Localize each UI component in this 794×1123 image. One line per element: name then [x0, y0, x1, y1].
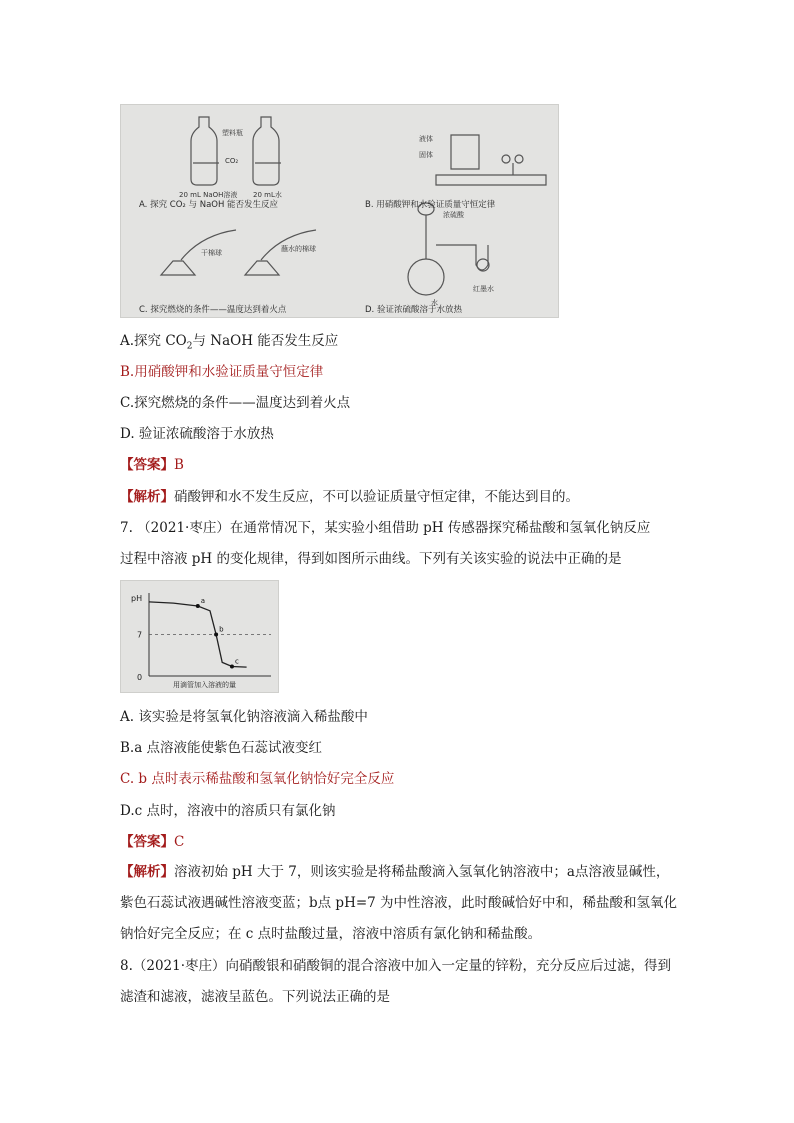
label-dry-cotton: 干棉球 — [201, 249, 222, 257]
burner-right-icon — [245, 261, 279, 275]
point-label-a: a — [200, 597, 206, 606]
q7-stem-line1: 7. （2021·枣庄）在通常情况下，某实验小组借助 pH 传感器探究稀盐酸和氢氧化钠反应 — [120, 520, 651, 536]
label-co2: CO₂ — [225, 157, 239, 165]
label-red-ink: 红墨水 — [473, 285, 494, 293]
caption-c: C. 探究燃烧的条件——温度达到着火点 — [139, 305, 287, 315]
bottle-right-icon — [253, 117, 279, 185]
q7-option-c: C. b 点时表示稀盐酸和氢氧化钠恰好完全反应 — [120, 771, 395, 787]
label-wet-cotton: 蘸水的棉球 — [281, 245, 316, 253]
burner-left-icon — [161, 261, 195, 275]
x-axis-label: 用滴管加入溶液的量 — [173, 681, 236, 689]
label-conc-h2so4: 浓硫酸 — [443, 211, 464, 219]
experiment-apparatus-image — [121, 105, 558, 317]
point-b — [214, 633, 218, 637]
ph-chart — [120, 580, 279, 693]
q7-answer: 【答案】C — [120, 834, 185, 850]
y-axis-label: pH — [131, 594, 143, 603]
label-liquid: 液体 — [419, 135, 433, 143]
bottle-left-icon — [191, 117, 217, 185]
q6-answer: 【答案】B — [120, 457, 184, 473]
y-tick-0: 0 — [137, 673, 143, 682]
y-tick-7: 7 — [137, 630, 143, 640]
q6-option-d: D. 验证浓硫酸溶于水放热 — [120, 426, 274, 442]
caption-d: D. 验证浓硫酸溶于水放热 — [365, 305, 462, 315]
q7-stem-line2: 过程中溶液 pH 的变化规律，得到如图所示曲线。下列有关该实验的说法中正确的是 — [120, 551, 622, 567]
q7-option-b: B.a 点溶液能使紫色石蕊试液变红 — [120, 740, 323, 756]
ph-chart-svg — [121, 581, 278, 692]
experiment-figure — [120, 104, 559, 318]
q6-analysis: 【解析】硝酸钾和水不发生反应，不可以验证质量守恒定律，不能达到目的。 — [120, 489, 579, 505]
q6-option-a: A.探究 $CO_2$与 NaOH 能否发生反应 — [120, 333, 339, 352]
q6-option-b: B.用硝酸钾和水验证质量守恒定律 — [120, 364, 324, 380]
point-a — [196, 604, 200, 608]
label-water-20ml: 20 mL水 — [253, 191, 282, 199]
label-plastic-bottle: 塑料瓶 — [222, 129, 243, 137]
q7-analysis: 【解析】溶液初始 pH 大于 7，则该实验是将稀盐酸滴入氢氧化钠溶液中；a点溶液显碱性，紫色石蕊试液遇碱性溶液变蓝；b点 pH=7 为中性溶液，此时酸碱恰好中和，稀盐酸和氢氧化钠恰好完全反应；在 c 点时盐酸过量，溶液中溶质有氯化钠和稀盐酸。 — [120, 864, 678, 942]
point-label-b: b — [219, 625, 224, 634]
label-solid: 固体 — [419, 151, 433, 159]
caption-a: A. 探究 CO₂ 与 NaOH 能否发生反应 — [139, 200, 279, 210]
label-water: 水 — [431, 299, 438, 307]
label-naoh-solution: 20 mL NaOH溶液 — [179, 191, 238, 199]
balance-icon — [436, 175, 546, 185]
caption-b: B. 用硝酸钾和水验证质量守恒定律 — [365, 200, 496, 210]
q8-stem: 8.（2021·枣庄）向硝酸银和硝酸铜的混合溶液中加入一定量的锌粉，充分反应后过滤，得到滤渣和滤液，滤液呈蓝色。下列说法正确的是 — [120, 958, 672, 1005]
flask-icon — [408, 259, 444, 295]
point-c — [230, 665, 234, 669]
q7-option-d: D.c 点时，溶液中的溶质只有氯化钠 — [120, 803, 336, 819]
q7-option-a: A. 该实验是将氢氧化钠溶液滴入稀盐酸中 — [120, 709, 368, 725]
q6-option-c: C.探究燃烧的条件——温度达到着火点 — [120, 395, 351, 411]
point-label-c: c — [234, 657, 239, 666]
